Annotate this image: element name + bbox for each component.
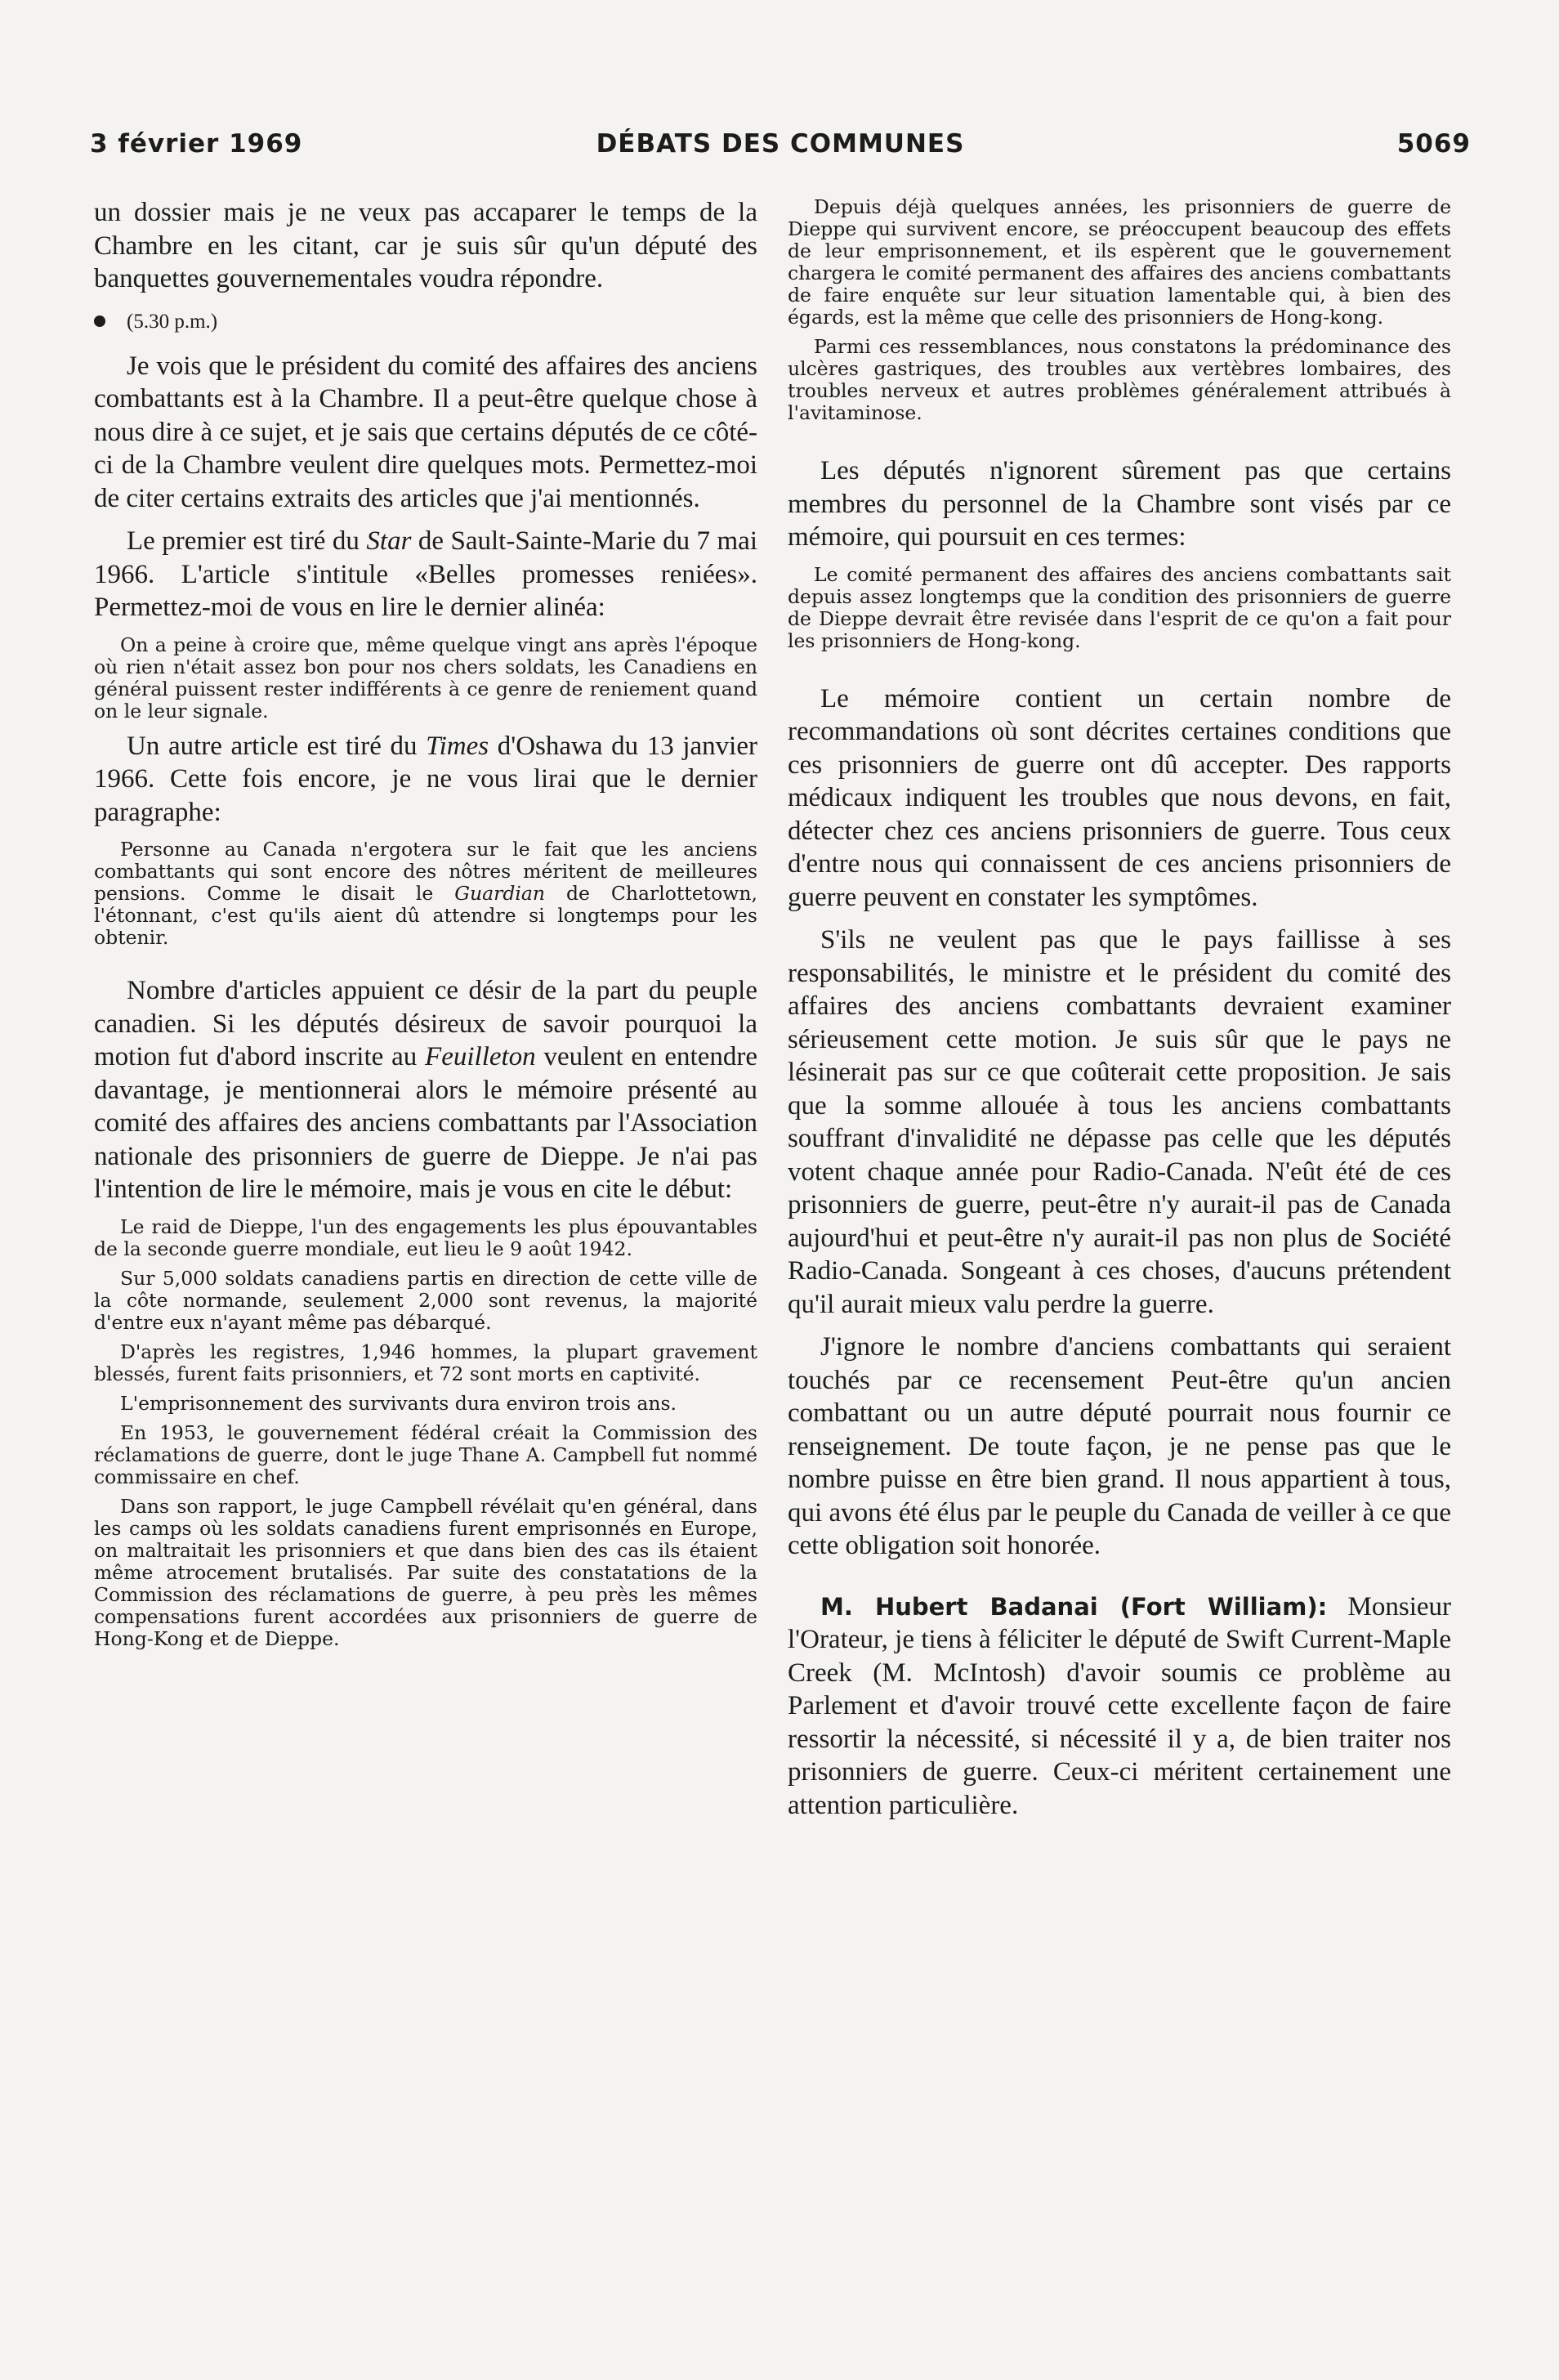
quotation: Dans son rapport, le juge Campbell révélait qu'en général, dans les camps où les soldats canadiens furent emprisonnés en Europe, on maltraitait les prisonniers et que dans bien des cas ils étaient même atrocement brutalisés. Par suite des constatations de la Commission des réclamations de guerre, à peu près les mêmes compensations furent accordées aux prisonniers de guerre de Hong-Kong et de Dieppe. [94,1494,757,1650]
paragraph: Je vois que le président du comité des affaires des anciens combattants est à la Chambre. Il a peut-être quelque chose à nous dire à ce sujet, et je sais que certains députés de ce côté-ci de la Chambre veulent dire quelques mots. Permettez-moi de citer certains extraits des articles que j'ai mentionnés. [94,351,757,513]
paragraph: un dossier mais je ne veux pas accaparer le temps de la Chambre en les citant, car je suis sûr qu'un député des banquettes gouvernementales voudra répondre. [94,198,757,293]
bullet-icon [94,315,105,327]
page-header [90,129,1471,170]
header-date: 3 février 1969 [90,129,303,159]
paragraph: Le premier est tiré du Star de Sault-Sainte-Marie du 7 mai 1966. L'article s'intitule «Belles promesses reniées». Permettez-moi de vous en lire le dernier alinéa: [94,526,757,622]
quotation: Le comité permanent des affaires des anciens combattants sait depuis assez longtemps que la condition des prisonniers de guerre de Dieppe devrait être revisée dans l'esprit de ce qu'on a fait pour les prisonniers de Hong-kong. [788,562,1451,652]
header-title: DÉBATS DES COMMUNES [596,129,965,159]
quotation: Le raid de Dieppe, l'un des engagements les plus épouvantables de la seconde guerre mondiale, eut lieu le 9 août 1942. [94,1215,757,1260]
right-column [788,196,1451,1832]
quotation: On a peine à croire que, même quelque vingt ans après l'époque où rien n'était assez bon pour nos chers soldats, les Canadiens en général puissent rester indifférents à ce genre de reniement quand on le leur signale. [94,633,757,722]
quotation: D'après les registres, 1,946 hommes, la plupart gravement blessés, furent faits prisonniers, et 72 sont morts en captivité. [94,1340,757,1385]
left-column [94,196,757,1658]
quotation: Depuis déjà quelques années, les prisonniers de guerre de Dieppe qui survivent encore, se préoccupent beaucoup des effets de leur emprisonnement, et ils espèrent que le gouvernement chargera le comité permanent des affaires des anciens combattants de faire enquête sur leur situation lamentable qui, à bien des égards, est la même que celle des prisonniers de Hong-kong. [788,195,1451,329]
speaker-name: M. Hubert Badanai (Fort William): [820,1592,1328,1621]
time-marker [94,306,757,338]
quotation: En 1953, le gouvernement fédéral créait la Commission des réclamations de guerre, dont le juge Thane A. Campbell fut nommé commissaire en chef. [94,1420,757,1488]
quotation: Parmi ces ressemblances, nous constatons la prédominance des ulcères gastriques, des troubles aux vertèbres lombaires, des troubles nerveux et autres problèmes généralement attribués à l'avitaminose. [788,335,1451,424]
paragraph: Les députés n'ignorent sûrement pas que certains membres du personnel de la Chambre sont visés par ce mémoire, qui poursuit en ces termes: [788,456,1451,552]
quotation: L'emprisonnement des survivants dura environ trois ans. [120,1391,677,1415]
time-text: (5.30 p.m.) [127,310,218,333]
header-page-number: 5069 [1396,129,1471,159]
paragraph: J'ignore le nombre d'anciens combattants qui seraient touchés par ce recensement Peut-être qu'un ancien combattant ou un autre député pourrait nous fournir ce renseignement. De toute façon, je ne pense pas que le nombre puisse en être bien grand. Il nous appartient à tous, qui avons été élus par le peuple du Canada de veiller à ce que cette obligation soit honorée. [788,1332,1451,1560]
paragraph: Le mémoire contient un certain nombre de recommandations où sont décrites certaines conditions que ces prisonniers de guerre ont dû accepter. Des rapports médicaux indiquent les troubles que nous devons, en fait, détecter chez ces anciens prisonniers de guerre. Tous ceux d'entre nous qui connaissent de ces anciens prisonniers de guerre peuvent en constater les symptômes. [788,683,1451,912]
paragraph: S'ils ne veulent pas que le pays faillisse à ses responsabilités, le ministre et le président du comité des affaires des anciens combattants devraient examiner sérieusement cette motion. Je suis sûr que le pays ne lésinerait pas sur ce que coûterait cette proposition. Je sais que la somme allouée à tous les anciens combattants souffrant d'invalidité ne dépasse pas celle que les députés votent chaque année pour Radio-Canada. N'eût été de ces prisonniers de guerre, peut-être n'y aurait-il pas de Canada aujourd'hui et peut-être n'y aurait-il pas non plus de Société Radio-Canada. Songeant à ces choses, d'aucuns prétendent qu'il aurait mieux valu perdre la guerre. [788,925,1451,1319]
paragraph: Nombre d'articles appuient ce désir de la part du peuple canadien. Si les députés désireux de savoir pourquoi la motion fut d'abord inscrite au Feuilleton veulent en entendre davantage, je mentionnerai alors le mémoire présenté au comité des affaires des anciens combattants par l'Association nationale des prisonniers de guerre de Dieppe. Je n'ai pas l'intention de lire le mémoire, mais je vous en cite le début: [94,976,757,1204]
paragraph: Un autre article est tiré du Times d'Oshawa du 13 janvier 1966. Cette fois encore, je ne vous lirai que le dernier paragraphe: [94,731,757,827]
paragraph: M. Hubert Badanai (Fort William): Monsieur l'Orateur, je tiens à féliciter le député de Swift Current-Maple Creek (M. McIntosh) d'avoir soumis ce problème au Parlement et d'avoir trouvé cette excellente façon de faire ressortir la nécessité, si nécessité il y a, de bien traiter nos prisonniers de guerre. Ceux-ci méritent certainement une attention particulière. [788,1591,1451,1820]
quotation: Personne au Canada n'ergotera sur le fait que les anciens combattants qui sont encore des nôtres méritent de meilleures pensions. Comme le disait le Guardian de Charlottetown, l'étonnant, c'est qu'ils aient dû attendre si longtemps pour les obtenir. [94,838,757,949]
quotation: Sur 5,000 soldats canadiens partis en direction de cette ville de la côte normande, seulement 2,000 sont revenus, la majorité d'entre eux n'ayant même pas débarqué. [94,1266,757,1334]
